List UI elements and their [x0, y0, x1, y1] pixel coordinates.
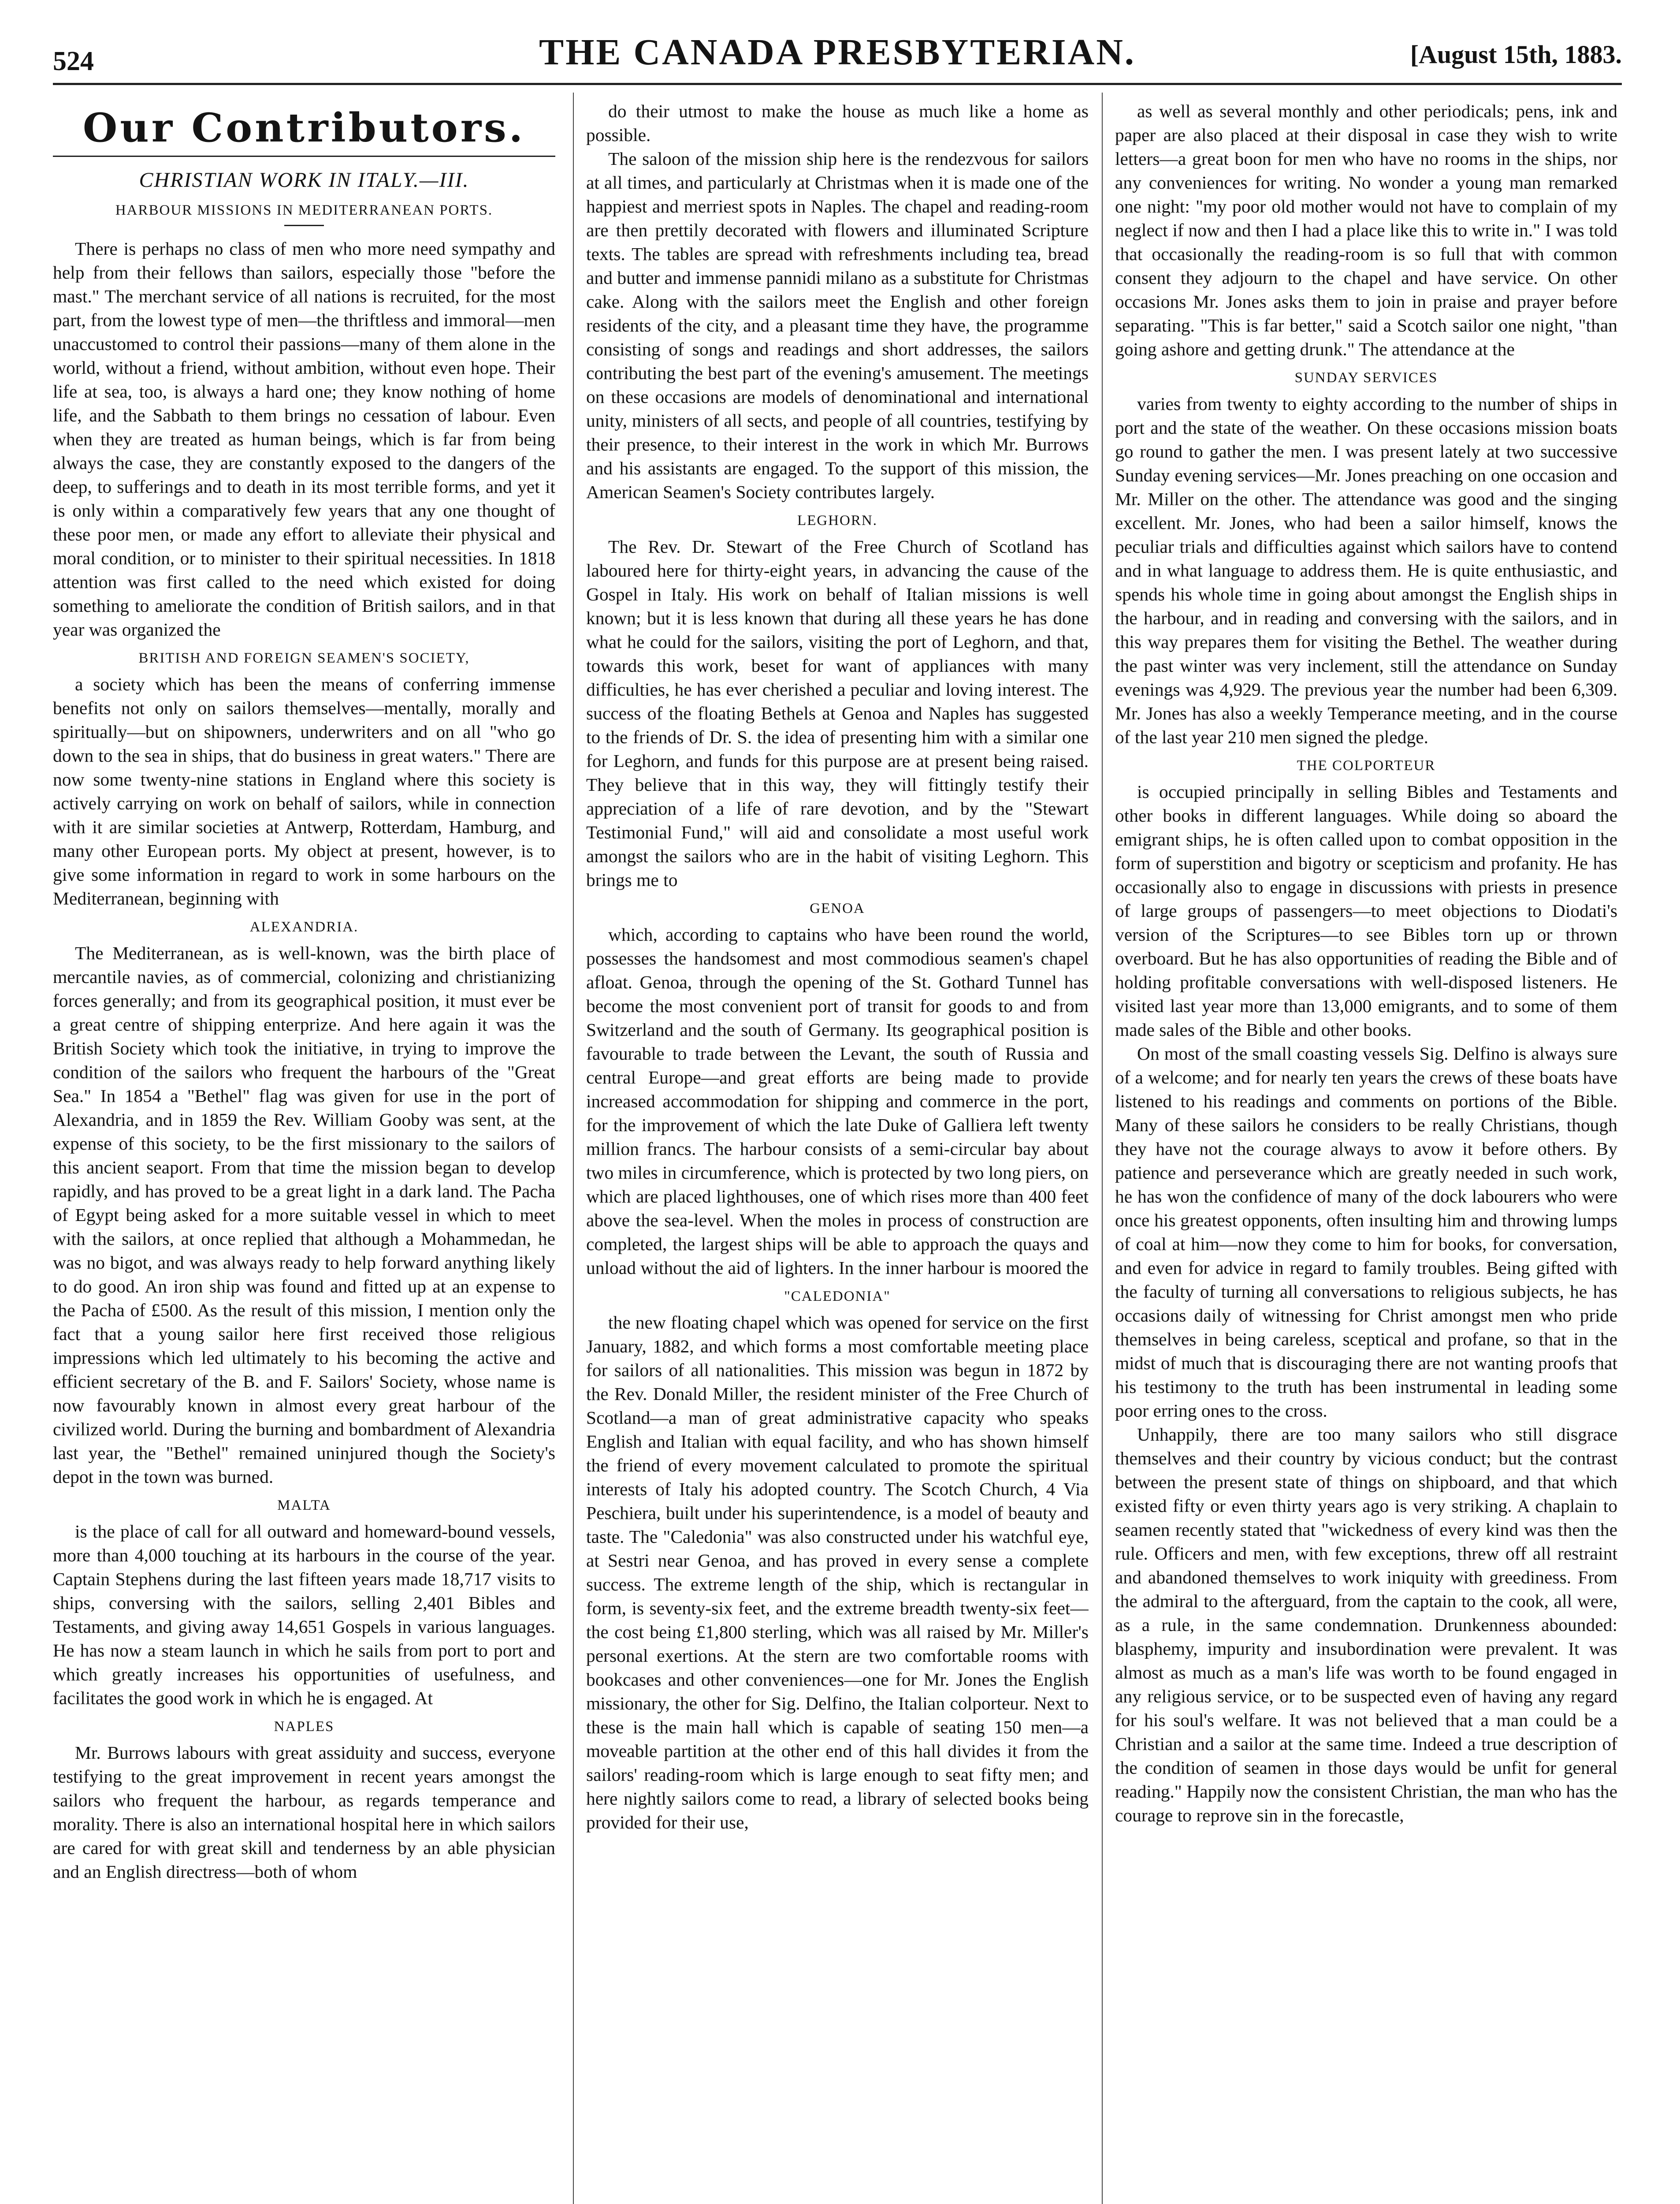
column-2-body [586, 99, 1089, 1834]
masthead [53, 31, 1622, 79]
column-divider [1102, 93, 1103, 2204]
paragraph: The Rev. Dr. Stewart of the Free Church of Scotland has laboured here for thirty-eight years, in advancing the cause of the Gospel in Italy. His work on behalf of Italian missions is well known; but it is less known that during all these years he has done what he could for the sailors, visiting the port of Leghorn, and that, towards this work, beset for want of appliances with many difficulties, he has ever cherished a peculiar and loving interest. The success of the floating Bethels at Genoa and Naples has suggested to the friends of Dr. S. the idea of presenting him with a similar one for Leghorn, and funds for this purpose are at present being raised. They believe that in this way, they will fittingly testify their appreciation of a life of rare devotion, and by the "Stewart Testimonial Fund," will aid and consolidate a most useful work amongst the sailors who are in the habit of visiting Leghorn. This brings me to [586, 536, 1089, 890]
column-1 [53, 99, 555, 2204]
paragraph: a society which has been the means of conferring immense benefits not only on sailors themselves—mentally, morally and spiritually—but on shipowners, underwriters and on all "who go down to the sea in ships, that do business in great waters." There are now some twenty-nine stations in England where this society is actively carrying on work on behalf of sailors, while in connection with it are similar societies at Antwerp, Rotterdam, Hamburg, and many other European ports. My object at present, however, is to give some information in regard to work in some harbours on the Mediterranean, beginning with [53, 674, 555, 908]
paragraph: The saloon of the mission ship here is the rendezvous for sailors at all times, and particularly at Christmas when it is made one of the happiest and merriest spots in Naples. The chapel and reading-room are then prettily decorated with flowers and illuminated Scripture texts. The tables are spread with refreshments including tea, bread and butter and immense pannidi milano as a substitute for Christmas cake. Along with the sailors meet the English and other foreign residents of the city, and a pleasant time they have, the programme consisting of songs and readings and short addresses, the sailors contributing the best part of the evening's amusement. The meetings on these occasions are models of denominational and international unity, ministers of all sects, and people of all countries, testifying by their presence, to their interest in the work in which Mr. Burrows and his assistants are engaged. To the support of this mission, the American Seamen's Society contributes largely. [586, 149, 1089, 502]
paragraph: Mr. Burrows labours with great assiduity and success, everyone testifying to the great improvement in recent years amongst the sailors who frequent the harbour, as regards temperance and morality. There is also an international hospital here in which sailors are cared for with great skill and tenderness by an able physician and an English directress—both of whom [53, 1742, 555, 1882]
paragraph: the new floating chapel which was opened for service on the first January, 1882, and which forms a most comfortable meeting place for sailors of all nationalities. This mission was begun in 1872 by the Rev. Donald Miller, the resident minister of the Free Church of Scotland—a man of great administrative capacity who speaks English and Italian with equal facility, and who has shown himself the friend of every movement calculated to promote the spiritual interests of Italy his adopted country. The Scotch Church, 4 Via Peschiera, built under his superintendence, is a model of beauty and taste. The "Caledonia" was also constructed under his watchful eye, at Sestri near Genoa, and has proved in every sense a complete success. The extreme length of the ship, which is rectangular in form, is seventy-six feet, and the extreme breadth twenty-six feet—the cost being £1,800 sterling, which was all raised by Mr. Miller's personal exertions. At the stern are two comfortable rooms with bookcases and other conveniences—one for Mr. Jones the English missionary, the other for Sig. Delfino, the Italian colporteur. Next to these is the main hall which is capable of seating 150 men—a moveable partition at the other end of this hall divides it from the sailors' reading-room which is large enough to seat fifty men; and here nightly sailors come to read, a library of selected books being provided for their use, [586, 1312, 1089, 1832]
banner-rule [53, 156, 555, 157]
section-subheading: ALEXANDRIA. [249, 919, 359, 935]
column-divider [573, 93, 574, 2204]
paragraph: which, according to captains who have been round the world, possesses the handsomest and most commodious seamen's chapel afloat. Genoa, through the opening of the St. Gothard Tunnel has become the most convenient port of transit for goods to and from Switzerland and the south of Germany. Its geographical position is favourable to trade between the Levant, the south of Russia and central Europe—and great efforts are being made to provide increased accommodation for shipping and commerce in the port, for the improvement of which the late Duke of Galliera left twenty million francs. The harbour consists of a semi-circular bay about two miles in circumference, which is protected by two long piers, on which are placed lighthouses, one of which rises more than 400 feet above the sea-level. When the moles in process of construction are completed, the largest ships will be able to approach the quays and unload without the aid of lighters. In the inner harbour is moored the [586, 924, 1089, 1278]
paragraph: The Mediterranean, as is well-known, was the birth place of mercantile navies, as of commercial, colonizing and christianizing forces generally; and from its geographical position, it must ever be a great centre of shipping enterprize. And here again it was the British Society which took the initiative, in trying to improve the condition of the sailors who frequent the harbours of the "Great Sea." In 1854 a "Bethel" flag was given for use in the port of Alexandria, and in 1859 the Rev. William Gooby was sent, at the expense of this society, to be the first missionary to the sailors of this ancient seaport. From that time the mission began to develop rapidly, and has proved to be a great light in a dark land. The Pacha of Egypt being asked for a more suitable vessel in which to meet with the sailors, at once replied that although a Mohammedan, he was no bigot, and was always ready to help forward anything likely to do good. An iron ship was found and fitted up at an expense to the Pacha of £500. As the result of this mission, I mention only the fact that a young sailor here first received those religious impressions which led ultimately to his becoming the active and efficient secretary of the B. and F. Sailors' Society, whose name is now favourably known in almost every great harbour of the civilized world. During the burning and bombardment of Alexandria last year, the "Bethel" remained uninjured though the Society's depot in the town was burned. [53, 943, 555, 1487]
issue-date: [August 15th, 1883. [1410, 40, 1622, 69]
section-subheading: THE COLPORTEUR [1297, 758, 1436, 774]
title-rule [284, 225, 324, 226]
paragraph: varies from twenty to eighty according to the number of ships in port and the state of the weather. On these occasions mission boats go round to gather the men. I was present lately at two successive Sunday evening services—Mr. Jones preaching on one occasion and Mr. Miller on the other. The attendance was good and the singing excellent. Mr. Jones, who had been a sailor himself, knows the peculiar trials and difficulties against which sailors have to contend and in what language to address them. He is quite enthusiastic, and spends his whole time in going about amongst the English ships in the harbour, and in reading and conversing with the sailors, and in this way prepares them for visiting the Bethel. The weather during the past winter was very inclement, still the attendance on Sunday evenings was 4,929. The previous year the number had been 6,309. Mr. Jones has also a weekly Temperance meeting, and in the course of the last year 210 men signed the pledge. [1115, 394, 1617, 747]
column-3-body [1115, 99, 1617, 1827]
column-1-body [53, 237, 555, 1884]
section-subheading: NAPLES [274, 1719, 335, 1735]
article-title: CHRISTIAN WORK IN ITALY.—III. [139, 168, 469, 192]
section-subheading: BRITISH AND FOREIGN SEAMEN'S SOCIETY, [138, 650, 470, 666]
paragraph: On most of the small coasting vessels Sig. Delfino is always sure of a welcome; and for nearly ten years the crews of these boats have listened to his readings and comments on portions of the Bible. Many of these sailors he considers to be really Christians, though they have not the courage always to avow it before others. By patience and perseverance which are greatly needed in such work, he has won the confidence of many of the dock labourers who were once his greatest opponents, often insulting him and throwing lumps of coal at him—now they come to him for books, for conversation, and even for advice in regard to family troubles. Being gifted with the faculty of turning all conversations to religious subjects, he has occasions daily of witnessing for Christ amongst men who pride themselves in being careless, sceptical and profane, so that in the midst of much that is discouraging there are not wanting proofs that his testimony to the truth has been instrumental in leading some poor erring ones to the cross. [1115, 1043, 1617, 1421]
paragraph: There is perhaps no class of men who more need sympathy and help from their fellows than sailors, especially those "before the mast." The merchant service of all nations is recruited, for the most part, from the lowest type of men—the thriftless and immoral—men unaccustomed to control their passions—many of them alone in the world, without a friend, without ambition, without even hope. Their life at sea, too, is always a hard one; they know nothing of home life, and the Sabbath to them brings no cessation of labour. Even when they are treated as human beings, which is far from being always the case, they are constantly exposed to the dangers of the deep, to sufferings and to death in its most terrible forms, and yet it is only within a comparatively few years that any one thought of these poor men, or made any effort to alleviate their physical and moral condition, or to minister to their spiritual necessities. In 1818 attention was first called to the need which existed for doing something to ameliorate the condition of British sailors, and in that year was organized the [53, 238, 555, 640]
page-number: 524 [53, 46, 94, 76]
section-subheading: GENOA [810, 901, 865, 916]
column-2 [586, 99, 1089, 2204]
masthead-rule [53, 83, 1622, 85]
article-subtitle: HARBOUR MISSIONS IN MEDITERRANEAN PORTS. [115, 202, 493, 218]
section-subheading: SUNDAY SERVICES [1294, 370, 1438, 386]
paragraph: is occupied principally in selling Bibles and Testaments and other books in different languages. While doing so aboard the emigrant ships, he is often called upon to combat opposition in the form of superstition and bigotry or scepticism and profanity. He has occasionally also to engage in discussions with priests in presence of large groups of passengers—to meet objections to Diodati's version of the Scriptures—to see Bibles torn up or thrown overboard. But he has also opportunities of reading the Bible and of holding profitable conversations with well-disposed listeners. He visited last year more than 13,000 emigrants, and to some of them made sales of the Bible and other books. [1115, 782, 1617, 1040]
column-3 [1115, 99, 1617, 2204]
section-subheading: "CALEDONIA" [784, 1288, 891, 1304]
section-subheading: LEGHORN. [797, 513, 877, 529]
section-subheading: MALTA [277, 1497, 331, 1513]
paragraph: Unhappily, there are too many sailors who still disgrace themselves and their country by vicious conduct; but the contrast between the present state of things on shipboard, and that which existed fifty or even thirty years ago is very striking. A chaplain to seamen recently stated that "wickedness of every kind was then the rule. Officers and men, with few exceptions, threw off all restraint and abandoned themselves to work iniquity with greediness. From the admiral to the afterguard, from the captain to the cook, all were, as a rule, in the same condemnation. Drunkenness abounded: blasphemy, impurity and insubordination were prevalent. It was almost as much as a man's life was worth to be found engaged in any religious service, or to be suspected even of having any regard for his soul's welfare. It was not believed that a man could be a Christian and a sailor at the same time. Indeed a true description of the condition of seamen in those days would be unfit for general reading." Happily now the consistent Christian, the man who has the courage to reprove sin in the forecastle, [1115, 1424, 1617, 1825]
paragraph: as well as several monthly and other periodicals; pens, ink and paper are also placed at their disposal in case they wish to write letters—a great boon for men who have no rooms in the ships, nor any conveniences for writing. No wonder a young man remarked one night: "my poor old mother would not have to complain of my neglect if now and then I had a place like this to write in." I was told that occasionally the reading-room is so full that with common consent they adjourn to the chapel and have service. On other occasions Mr. Jones asks them to join in praise and prayer before separating. "This is far better," said a Scotch sailor one night, "than going ashore and getting drunk." The attendance at the [1115, 101, 1617, 359]
paragraph: do their utmost to make the house as much like a home as possible. [586, 101, 1089, 145]
journal-title: THE CANADA PRESBYTERIAN. [539, 32, 1136, 73]
section-banner: Our Contributors. [82, 104, 526, 151]
paragraph: is the place of call for all outward and homeward-bound vessels, more than 4,000 touching at its harbours in the course of the year. Captain Stephens during the last fifteen years made 18,717 visits to ships, conversing with the sailors, selling 2,401 Bibles and Testaments, and giving away 14,651 Gospels in various languages. He has now a steam launch in which he sails from port to port and which greatly increases his opportunities of usefulness, and facilitates the good work in which he is engaged. At [53, 1521, 555, 1708]
